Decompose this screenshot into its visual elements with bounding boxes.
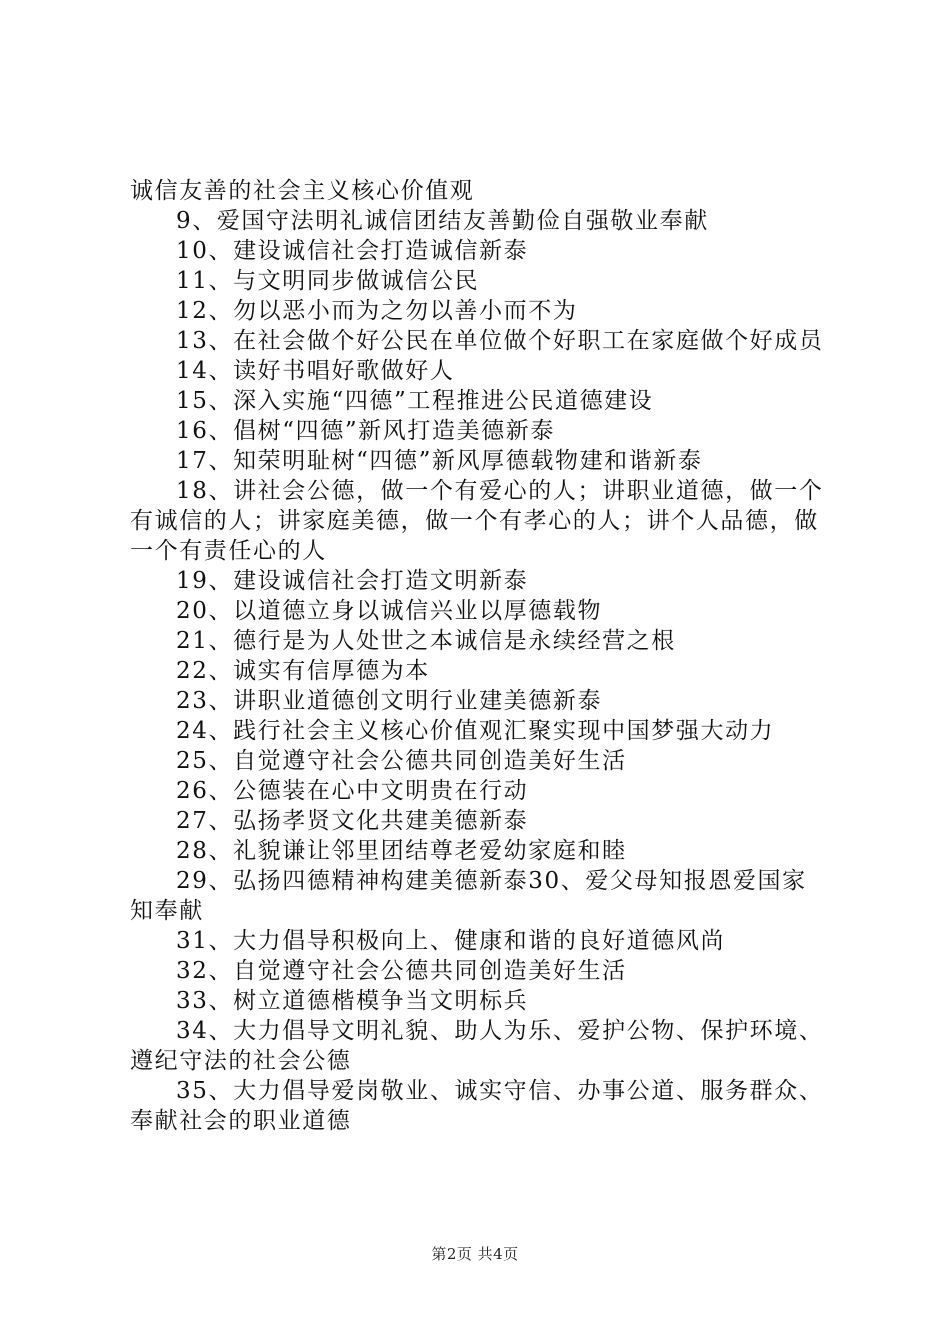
slogan-item: 12、勿以恶小而为之勿以善小而不为 [176,298,578,324]
slogan-item: 24、践行社会主义核心价值观汇聚实现中国梦强大动力 [176,718,775,744]
slogan-item: 18、讲社会公德，做一个有爱心的人；讲职业道德，做一个有诚信的人；讲家庭美德，做一个有孝心的人；讲个人品德，做一个有责任心的人 [130,478,824,564]
slogan-item: 32、自觉遵守社会公德共同创造美好生活 [176,958,627,984]
slogan-item: 14、读好书唱好歌做好人 [176,358,455,384]
slogan-item: 19、建设诚信社会打造文明新泰 [176,568,529,594]
slogan-item: 21、德行是为人处世之本诚信是永续经营之根 [176,628,676,654]
slogan-item: 29、弘扬四德精神构建美德新泰30、爱父母知报恩爱国家知奉献 [130,868,807,924]
slogan-item: 22、诚实有信厚德为本 [176,658,430,684]
slogan-item: 11、与文明同步做诚信公民 [176,268,480,294]
slogan-item: 20、以道德立身以诚信兴业以厚德载物 [176,598,603,624]
slogan-item: 23、讲职业道德创文明行业建美德新泰 [176,688,603,714]
slogan-item: 34、大力倡导文明礼貌、助人为乐、爱护公物、保护环境、遵纪守法的社会公德 [130,1018,824,1074]
slogan-item: 31、大力倡导积极向上、健康和谐的良好道德风尚 [176,928,726,954]
slogan-item: 26、公德装在心中文明贵在行动 [176,778,529,804]
slogan-item: 10、建设诚信社会打造诚信新泰 [176,238,529,264]
slogan-item: 16、倡树“四德”新风打造美德新泰 [176,418,555,444]
page-footer: 第2页 共4页 [431,1245,519,1263]
slogan-item: 15、深入实施“四德”工程推进公民道德建设 [176,388,654,414]
slogan-list [130,206,830,1136]
slogan-item: 27、弘扬孝贤文化共建美德新泰 [176,808,529,834]
slogan-item: 28、礼貌谦让邻里团结尊老爱幼家庭和睦 [176,838,627,864]
slogan-item: 13、在社会做个好公民在单位做个好职工在家庭做个好成员 [176,328,824,354]
slogan-item: 9、爱国守法明礼诚信团结友善勤俭自强敬业奉献 [176,208,709,234]
document-body [130,176,830,1136]
slogan-item: 25、自觉遵守社会公德共同创造美好生活 [176,748,627,774]
slogan-item: 33、树立道德楷模争当文明标兵 [176,988,529,1014]
slogan-item: 35、大力倡导爱岗敬业、诚实守信、办事公道、服务群众、奉献社会的职业道德 [130,1078,824,1134]
continuation-line: 诚信友善的社会主义核心价值观 [130,178,475,204]
slogan-item: 17、知荣明耻树“四德”新风厚德载物建和谐新泰 [176,448,703,474]
